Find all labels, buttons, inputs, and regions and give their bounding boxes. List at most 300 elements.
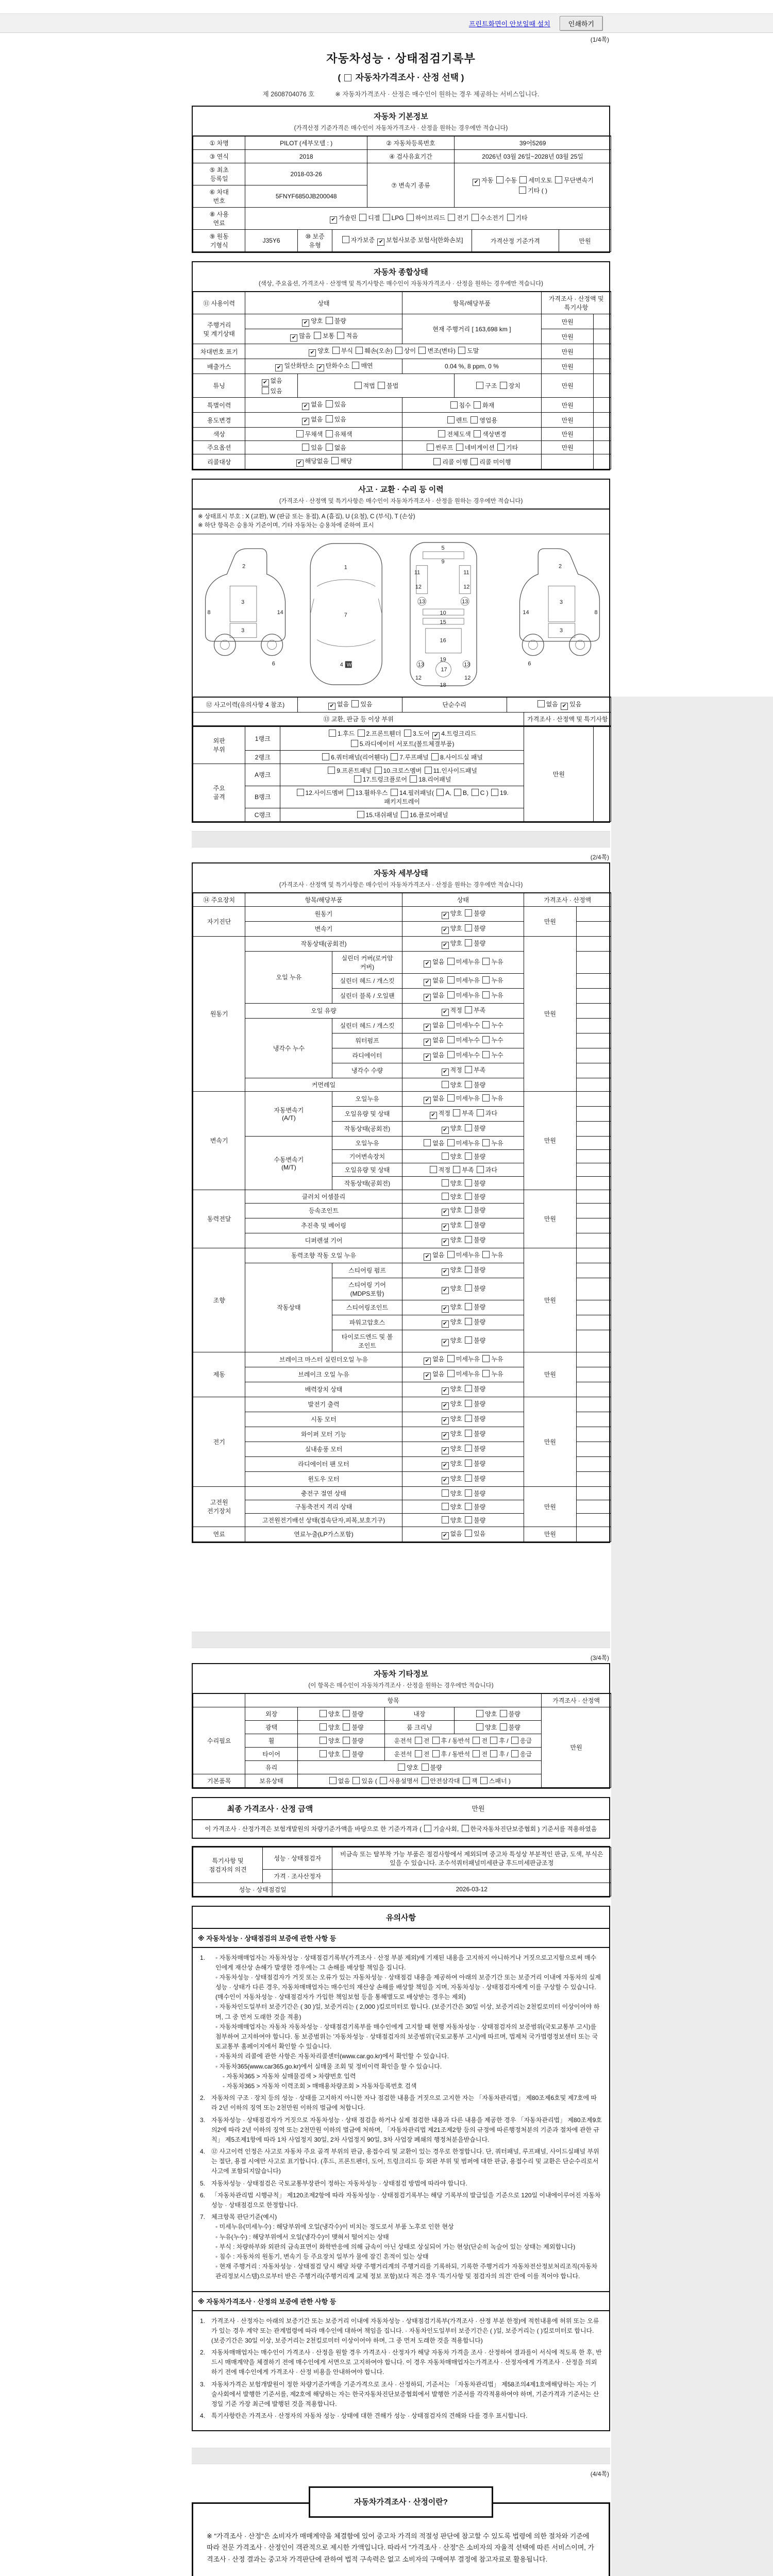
- checkbox-unchecked[interactable]: [491, 789, 498, 796]
- notice-item: 4. 특기사항란은 가격조사 · 산정자의 자동차 성능 · 상태에 대한 견해가 성능 · 상태점검자의 견해와 다를 경우 표시합니다.: [200, 2412, 528, 2420]
- svg-text:1: 1: [344, 564, 347, 571]
- cell: 자기진단: [193, 906, 245, 936]
- svg-text:6: 6: [528, 660, 531, 667]
- checkbox-unchecked[interactable]: [519, 187, 526, 194]
- checkbox-unchecked[interactable]: [507, 214, 514, 221]
- checkbox-checked[interactable]: [330, 216, 337, 224]
- checkbox-unchecked[interactable]: [320, 1750, 327, 1757]
- notice-heading: 유의사항: [193, 1907, 609, 1929]
- checkbox-unchecked[interactable]: [458, 347, 465, 354]
- checkbox-unchecked[interactable]: [433, 458, 441, 465]
- checkbox-unchecked[interactable]: [482, 958, 490, 965]
- cell: 적법 불법: [297, 374, 454, 398]
- checkbox-unchecked[interactable]: [453, 1166, 460, 1173]
- install-plugin-link[interactable]: 프린트화면이 안보일때 설치: [468, 20, 550, 28]
- cell: 1랭크: [245, 726, 280, 751]
- checkbox-unchecked[interactable]: [415, 1737, 422, 1744]
- cell: 양호 불량: [297, 1760, 541, 1774]
- checkbox-unchecked[interactable]: [453, 1109, 460, 1116]
- checkbox-unchecked[interactable]: [442, 1503, 449, 1510]
- checkbox-unchecked[interactable]: [320, 1710, 327, 1717]
- checkbox-unchecked[interactable]: [456, 444, 463, 451]
- checkbox-unchecked[interactable]: [465, 1066, 472, 1073]
- checkbox-unchecked[interactable]: [500, 1710, 507, 1717]
- checkbox-unchecked[interactable]: [352, 362, 359, 369]
- cell: 양호 불량: [402, 1176, 524, 1190]
- checkbox-unchecked[interactable]: [297, 789, 304, 796]
- checkbox-unchecked[interactable]: [465, 1303, 472, 1310]
- checkbox-unchecked[interactable]: [482, 1094, 490, 1101]
- checkbox-checked[interactable]: [302, 418, 309, 425]
- checkbox-checked[interactable]: [424, 994, 431, 1001]
- checkbox-checked[interactable]: [442, 1447, 449, 1454]
- cell: ⑫ 사고이력(유의사항 4 참조): [193, 697, 298, 713]
- checkbox-unchecked[interactable]: [454, 789, 461, 796]
- svg-text:18: 18: [440, 682, 446, 688]
- checkbox-unchecked[interactable]: [352, 1777, 360, 1784]
- checkbox-unchecked[interactable]: [436, 789, 444, 796]
- checkbox-unchecked[interactable]: [431, 753, 439, 760]
- checkbox-unchecked[interactable]: [329, 1777, 337, 1784]
- checkbox-unchecked[interactable]: [395, 347, 402, 354]
- checkbox-unchecked[interactable]: [322, 753, 329, 760]
- cell: [594, 413, 611, 428]
- checkbox-unchecked[interactable]: [407, 214, 414, 221]
- checkbox-unchecked[interactable]: [326, 430, 333, 437]
- cell: 스티어링 펌프: [332, 1263, 402, 1278]
- cell: [542, 454, 594, 469]
- checkbox-unchecked[interactable]: [326, 400, 333, 408]
- checkbox-unchecked[interactable]: [357, 811, 364, 818]
- cell: 단순수리: [402, 697, 507, 713]
- cell: 작동상태(공회전): [332, 1176, 402, 1190]
- checkbox-unchecked[interactable]: [347, 789, 354, 796]
- checkbox-unchecked[interactable]: [296, 430, 304, 437]
- checkbox-unchecked[interactable]: [555, 176, 562, 183]
- checkbox-unchecked[interactable]: [422, 1764, 429, 1771]
- svg-text:13: 13: [418, 598, 425, 605]
- checkbox-unchecked[interactable]: [465, 1179, 472, 1187]
- checkbox-checked[interactable]: [424, 1024, 431, 1031]
- checkbox-checked[interactable]: [473, 179, 480, 186]
- checkbox-unchecked[interactable]: [331, 457, 339, 464]
- cell: ✔가솔린 디젤 LPG 하이브리드 전기 수소전기 기타: [245, 208, 611, 230]
- checkbox-unchecked[interactable]: [337, 332, 344, 339]
- checkbox-unchecked[interactable]: [383, 214, 390, 221]
- checkbox-unchecked[interactable]: [447, 976, 455, 984]
- checkbox-unchecked[interactable]: [447, 1051, 455, 1058]
- cell: 운전석 전 후 / 동반석 전 후 / 응급: [384, 1734, 541, 1747]
- checkbox-unchecked[interactable]: [447, 958, 455, 965]
- checkbox-checked[interactable]: [442, 1287, 449, 1294]
- special-notes-table: [193, 1847, 611, 1896]
- cell: 상태: [245, 292, 402, 314]
- checkbox-unchecked[interactable]: [482, 1355, 490, 1362]
- checkbox-checked[interactable]: [309, 349, 316, 357]
- cell: 실린더 헤드 / 개스킷: [332, 1018, 402, 1033]
- checkbox-checked[interactable]: [442, 1417, 449, 1425]
- notice-item: 5. 자동차성능 · 상태점검은 국토교통부장관이 정하는 자동차성능 · 상태점검 방법에 따라야 합니다.: [200, 2179, 467, 2187]
- document: [192, 33, 610, 2576]
- section-detail-state: [192, 862, 610, 1543]
- checkbox-unchecked[interactable]: [465, 939, 472, 946]
- cell: 브레이크 마스터 실린더오일 누유: [245, 1352, 402, 1367]
- cell: ✔ 적정 부족: [402, 1003, 524, 1018]
- cell: 없음 ✔있음: [507, 697, 611, 713]
- checkbox-unchecked[interactable]: [465, 1489, 472, 1497]
- checkbox-unchecked[interactable]: [356, 347, 363, 354]
- page-break: [192, 831, 610, 848]
- cell: ✔ 없음 미세누유 누유: [402, 1091, 524, 1106]
- checkbox-unchecked[interactable]: [465, 1385, 472, 1392]
- checkbox-unchecked[interactable]: [328, 767, 335, 774]
- checkbox-unchecked[interactable]: [482, 1139, 490, 1146]
- checkbox-unchecked[interactable]: [427, 444, 434, 451]
- checkbox-checked[interactable]: [442, 1069, 449, 1076]
- checkbox-unchecked[interactable]: [447, 1036, 455, 1043]
- cell: ✔ 없음 있음: [402, 1527, 524, 1541]
- checkbox-unchecked[interactable]: [391, 753, 398, 760]
- checkbox-unchecked[interactable]: [424, 1139, 431, 1146]
- cell: 시동 모터: [245, 1412, 402, 1427]
- cell: 휠: [245, 1734, 297, 1747]
- checkbox-checked[interactable]: [328, 703, 335, 710]
- checkbox-unchecked[interactable]: [477, 1109, 484, 1116]
- checkbox-unchecked[interactable]: [344, 74, 351, 81]
- checkbox-unchecked[interactable]: [473, 1750, 480, 1757]
- checkbox-unchecked[interactable]: [398, 1764, 405, 1771]
- checkbox-unchecked[interactable]: [465, 1415, 472, 1422]
- checkbox-unchecked[interactable]: [320, 1737, 327, 1744]
- cell: 만원: [541, 1707, 611, 1787]
- checkbox-unchecked[interactable]: [391, 789, 398, 796]
- cell: 윈도우 모터: [245, 1471, 402, 1486]
- checkbox-checked[interactable]: [442, 1268, 449, 1276]
- checkbox-unchecked[interactable]: [465, 1516, 472, 1523]
- cell: 실린더 커버(로커암 커버): [332, 951, 402, 973]
- checkbox-checked[interactable]: [424, 1372, 431, 1380]
- checkbox-unchecked[interactable]: [410, 775, 417, 783]
- checkbox-unchecked[interactable]: [482, 1021, 490, 1028]
- checkbox-unchecked[interactable]: [474, 401, 481, 409]
- background-gutter: [611, 697, 773, 2576]
- checkbox-unchecked[interactable]: [477, 1166, 484, 1173]
- svg-text:16: 16: [440, 637, 446, 644]
- checkbox-unchecked[interactable]: [447, 1355, 455, 1362]
- checkbox-unchecked[interactable]: [465, 1284, 472, 1292]
- checkbox-unchecked[interactable]: [438, 430, 445, 437]
- checkbox-unchecked[interactable]: [447, 1094, 455, 1101]
- checkbox-unchecked[interactable]: [519, 176, 527, 183]
- checkbox-unchecked[interactable]: [472, 214, 479, 221]
- cell: ⑨ 원동 기형식: [193, 230, 245, 252]
- checkbox-unchecked[interactable]: [378, 382, 385, 389]
- cell: 현재 주행거리 [ 163,698 km ]: [402, 314, 541, 344]
- checkbox-unchecked[interactable]: [351, 700, 359, 707]
- checkbox-unchecked[interactable]: [465, 1445, 472, 1452]
- checkbox-unchecked[interactable]: [442, 1081, 449, 1088]
- checkbox-unchecked[interactable]: [500, 382, 507, 389]
- cell: [576, 1033, 611, 1048]
- cell: ✔ 없음 있음: [245, 398, 402, 413]
- checkbox-unchecked[interactable]: [432, 1737, 440, 1744]
- checkbox-unchecked[interactable]: [476, 382, 483, 389]
- checkbox-checked[interactable]: [302, 403, 309, 410]
- checkbox-checked[interactable]: [561, 703, 568, 710]
- cell: [576, 1427, 611, 1442]
- checkbox-unchecked[interactable]: [424, 1825, 431, 1832]
- cell: 냉각수 누수: [245, 1018, 332, 1078]
- cell: 파워고압호스: [332, 1315, 402, 1330]
- checkbox-unchecked[interactable]: [497, 444, 505, 451]
- checkbox-unchecked[interactable]: [490, 1737, 497, 1744]
- doc-title: 자동차성능 · 상태점검기록부: [326, 52, 476, 65]
- checkbox-unchecked[interactable]: [375, 767, 382, 774]
- cell: ✔ 일산화탄소 ✔탄화수소 매연: [245, 359, 402, 374]
- checkbox-unchecked[interactable]: [482, 1251, 490, 1258]
- checkbox-checked[interactable]: [442, 1127, 449, 1134]
- checkbox-unchecked[interactable]: [465, 1221, 472, 1228]
- checkbox-unchecked[interactable]: [496, 176, 503, 183]
- checkbox-checked[interactable]: [262, 379, 269, 386]
- checkbox-unchecked[interactable]: [465, 1400, 472, 1407]
- cell: 없음 있음 ( 사용설명서 안전삼각대 잭 스패너 ): [297, 1774, 541, 1787]
- checkbox-unchecked[interactable]: [358, 730, 365, 737]
- checkbox-unchecked[interactable]: [476, 1710, 483, 1717]
- etc-info-table: [193, 1693, 611, 1788]
- checkbox-checked[interactable]: [424, 960, 431, 968]
- checkbox-unchecked[interactable]: [442, 1179, 449, 1187]
- checkbox-checked[interactable]: [442, 1209, 449, 1216]
- page-marker-2: (2/4쪽): [590, 853, 609, 861]
- checkbox-unchecked[interactable]: [447, 1021, 455, 1028]
- checkbox-unchecked[interactable]: [354, 775, 361, 783]
- cell: ✔ 양호 불량: [402, 1442, 524, 1456]
- cell: ✔ 없음 미세누수 누수: [402, 1018, 524, 1033]
- checkbox-checked[interactable]: [442, 1477, 449, 1484]
- cell: 구동축전지 격리 상태: [245, 1500, 402, 1513]
- cell: ④ 검사유효기간: [367, 150, 455, 163]
- section-subtitle: (가격산정 기준가격은 매수인이 자동차가격조사 · 산정을 원하는 경우에만 적습니다): [294, 125, 508, 131]
- checkbox-unchecked[interactable]: [465, 1460, 472, 1467]
- svg-text:12: 12: [464, 674, 471, 681]
- checkbox-unchecked[interactable]: [537, 700, 545, 707]
- checkbox-unchecked[interactable]: [465, 1153, 472, 1160]
- checkbox-unchecked[interactable]: [320, 1723, 327, 1731]
- checkbox-unchecked[interactable]: [343, 1710, 350, 1717]
- checkbox-unchecked[interactable]: [476, 1723, 483, 1731]
- checkbox-checked[interactable]: [317, 364, 324, 371]
- checkbox-checked[interactable]: [442, 1320, 449, 1328]
- section-subtitle: (이 항목은 매수인이 자동차가격조사 · 산정을 원하는 경우에만 적습니다): [308, 1682, 494, 1689]
- checkbox-unchecked[interactable]: [332, 347, 340, 354]
- checkbox-unchecked[interactable]: [404, 730, 411, 737]
- checkbox-unchecked[interactable]: [342, 236, 349, 243]
- checkbox-unchecked[interactable]: [329, 730, 336, 737]
- checkbox-unchecked[interactable]: [262, 387, 269, 394]
- checkbox-unchecked[interactable]: [465, 1530, 472, 1537]
- checkbox-unchecked[interactable]: [425, 767, 432, 774]
- cell: [576, 1397, 611, 1412]
- checkbox-unchecked[interactable]: [465, 1124, 472, 1131]
- svg-text:9: 9: [441, 558, 445, 565]
- checkbox-checked[interactable]: [442, 1306, 449, 1313]
- cell: 가격산정 기준가격: [472, 230, 559, 252]
- checkbox-unchecked[interactable]: [465, 1206, 472, 1213]
- cell: 만원: [524, 1397, 576, 1486]
- checkbox-unchecked[interactable]: [511, 1737, 518, 1744]
- checkbox-unchecked[interactable]: [442, 1516, 449, 1523]
- checkbox-checked[interactable]: [424, 1039, 431, 1046]
- checkbox-unchecked[interactable]: [482, 1370, 490, 1377]
- cell: 등속조인트: [245, 1203, 402, 1218]
- checkbox-checked[interactable]: [424, 1097, 431, 1104]
- cell: 워터펌프: [332, 1033, 402, 1048]
- price-survey-info-text: ※ "가격조사 · 산정"은 소비자가 매매계약을 체결함에 있어 중고차 가격의 적절성 판단에 참고할 수 있도록 법령에 의한 절차와 기준에 따라 전문 가격조사 · 산정인이 객관적으로 제시한 가액입니다. 따라서 "가격조사 · 산정"은 소비자의 자율적 선택에 따른 서비스이며, 가격조사 · 산정 결과는 중고차 가격판단에 관하여 법적 구속력은 없고 소비자의 구매여부 결정에 참고자료로 활용됩니다.: [207, 2532, 595, 2563]
- checkbox-unchecked[interactable]: [465, 1266, 472, 1273]
- cell: [576, 1176, 611, 1190]
- checkbox-unchecked[interactable]: [442, 1153, 449, 1160]
- checkbox-unchecked[interactable]: [465, 1193, 472, 1200]
- checkbox-unchecked[interactable]: [470, 458, 478, 465]
- checkbox-checked[interactable]: [424, 1358, 431, 1365]
- checkbox-checked[interactable]: [377, 239, 384, 246]
- checkbox-checked[interactable]: [442, 1224, 449, 1231]
- checkbox-unchecked[interactable]: [465, 1503, 472, 1510]
- checkbox-unchecked[interactable]: [463, 1777, 470, 1784]
- checkbox-unchecked[interactable]: [465, 924, 472, 931]
- checkbox-unchecked[interactable]: [482, 1036, 490, 1043]
- checkbox-unchecked[interactable]: [465, 1236, 472, 1243]
- final-price-label: 최종 가격조사 · 산정 금액: [227, 1804, 313, 1814]
- page-marker-4: (4/4쪽): [590, 2470, 609, 2478]
- cell: 만원: [524, 936, 576, 1091]
- checkbox-unchecked[interactable]: [343, 1723, 350, 1731]
- checkbox-checked[interactable]: [442, 1339, 449, 1346]
- checkbox-unchecked[interactable]: [462, 1825, 469, 1832]
- checkbox-unchecked[interactable]: [448, 214, 455, 221]
- checkbox-checked[interactable]: [442, 1239, 449, 1246]
- checkbox-checked[interactable]: [442, 1532, 449, 1539]
- checkbox-unchecked[interactable]: [415, 1750, 422, 1757]
- checkbox-unchecked[interactable]: [465, 1430, 472, 1437]
- section-overall-state: [192, 261, 610, 470]
- notice-part1-title: ※ 자동차성능 · 상태점검의 보증에 관한 사항 등: [193, 1929, 609, 1948]
- checkbox-checked[interactable]: [442, 1009, 449, 1016]
- checkbox-unchecked[interactable]: [430, 1166, 437, 1173]
- checkbox-unchecked[interactable]: [470, 416, 478, 423]
- checkbox-unchecked[interactable]: [314, 332, 321, 339]
- checkbox-checked[interactable]: [442, 1462, 449, 1469]
- checkbox-unchecked[interactable]: [465, 909, 472, 917]
- checkbox-checked[interactable]: [442, 942, 449, 949]
- cell: 만원: [524, 1527, 576, 1541]
- checkbox-checked[interactable]: [424, 1253, 431, 1261]
- checkbox-unchecked[interactable]: [447, 991, 455, 998]
- checkbox-checked[interactable]: [442, 927, 449, 934]
- checkbox-unchecked[interactable]: [465, 1336, 472, 1344]
- checkbox-unchecked[interactable]: [474, 430, 481, 437]
- checkbox-unchecked[interactable]: [465, 1006, 472, 1013]
- checkbox-unchecked[interactable]: [482, 976, 490, 984]
- cell: 만원: [542, 344, 594, 359]
- checkbox-unchecked[interactable]: [355, 382, 362, 389]
- checkbox-unchecked[interactable]: [511, 1750, 518, 1757]
- checkbox-unchecked[interactable]: [418, 347, 426, 354]
- checkbox-unchecked[interactable]: [447, 1251, 455, 1258]
- cell: [594, 454, 611, 469]
- checkbox-checked[interactable]: [430, 1112, 437, 1119]
- checkbox-checked[interactable]: [442, 1387, 449, 1395]
- checkbox-unchecked[interactable]: [473, 1737, 480, 1744]
- checkbox-checked[interactable]: [442, 1432, 449, 1439]
- checkbox-unchecked[interactable]: [343, 1750, 350, 1757]
- checkbox-unchecked[interactable]: [326, 317, 333, 324]
- checkbox-checked[interactable]: [432, 732, 440, 739]
- checkbox-checked[interactable]: [302, 319, 309, 327]
- checkbox-unchecked[interactable]: [422, 1777, 429, 1784]
- print-button[interactable]: 인쇄하기: [560, 16, 603, 31]
- checkbox-checked[interactable]: [442, 912, 449, 919]
- checkbox-unchecked[interactable]: [351, 740, 358, 747]
- checkbox-unchecked[interactable]: [380, 1777, 387, 1784]
- cell: [576, 1163, 611, 1176]
- detail-state-table: [193, 892, 611, 1542]
- cell: ⑬ 교환, 판금 등 이상 부위: [193, 712, 524, 725]
- checkbox-unchecked[interactable]: [490, 1750, 497, 1757]
- checkbox-checked[interactable]: [424, 1054, 431, 1061]
- checkbox-unchecked[interactable]: [326, 415, 333, 422]
- cell: 가격조사 · 산정액 및 특기사항: [542, 292, 611, 314]
- checkbox-unchecked[interactable]: [401, 811, 408, 818]
- checkbox-unchecked[interactable]: [482, 1051, 490, 1058]
- checkbox-unchecked[interactable]: [343, 1737, 350, 1744]
- checkbox-unchecked[interactable]: [482, 991, 490, 998]
- checkbox-unchecked[interactable]: [302, 444, 309, 451]
- checkbox-unchecked[interactable]: [472, 789, 479, 796]
- checkbox-checked[interactable]: [442, 1402, 449, 1410]
- checkbox-checked[interactable]: [296, 460, 304, 467]
- checkbox-unchecked[interactable]: [447, 1139, 455, 1146]
- cell: 만원: [524, 1352, 576, 1397]
- checkbox-unchecked[interactable]: [432, 1750, 440, 1757]
- section-etc-info: [192, 1663, 610, 1789]
- service-note: ※ 자동차가격조사 · 산정은 매수인이 원하는 경우 제공하는 서비스입니다.: [335, 91, 540, 98]
- checkbox-checked[interactable]: [275, 364, 282, 371]
- cell: ✔ 없음 미세누유 누유: [402, 1367, 524, 1382]
- cell: [576, 1106, 611, 1121]
- checkbox-unchecked[interactable]: [359, 214, 366, 221]
- checkbox-unchecked[interactable]: [500, 1723, 507, 1731]
- checkbox-unchecked[interactable]: [442, 1489, 449, 1497]
- checkbox-unchecked[interactable]: [326, 444, 333, 451]
- panel-rank-table: [193, 726, 611, 822]
- checkbox-unchecked[interactable]: [465, 1081, 472, 1088]
- checkbox-unchecked[interactable]: [465, 1475, 472, 1482]
- cell: 오일누유: [332, 1091, 402, 1106]
- checkbox-unchecked[interactable]: [450, 401, 458, 409]
- svg-text:13: 13: [462, 598, 468, 605]
- checkbox-unchecked[interactable]: [465, 1318, 472, 1325]
- checkbox-unchecked[interactable]: [447, 416, 455, 423]
- checkbox-unchecked[interactable]: [447, 1370, 455, 1377]
- checkbox-unchecked[interactable]: [480, 1777, 488, 1784]
- cell: 성능 · 상태점검일: [193, 1883, 332, 1896]
- checkbox-checked[interactable]: [424, 979, 431, 986]
- checkbox-checked[interactable]: [290, 334, 297, 342]
- checkbox-unchecked[interactable]: [442, 1193, 449, 1200]
- cell: [576, 1048, 611, 1063]
